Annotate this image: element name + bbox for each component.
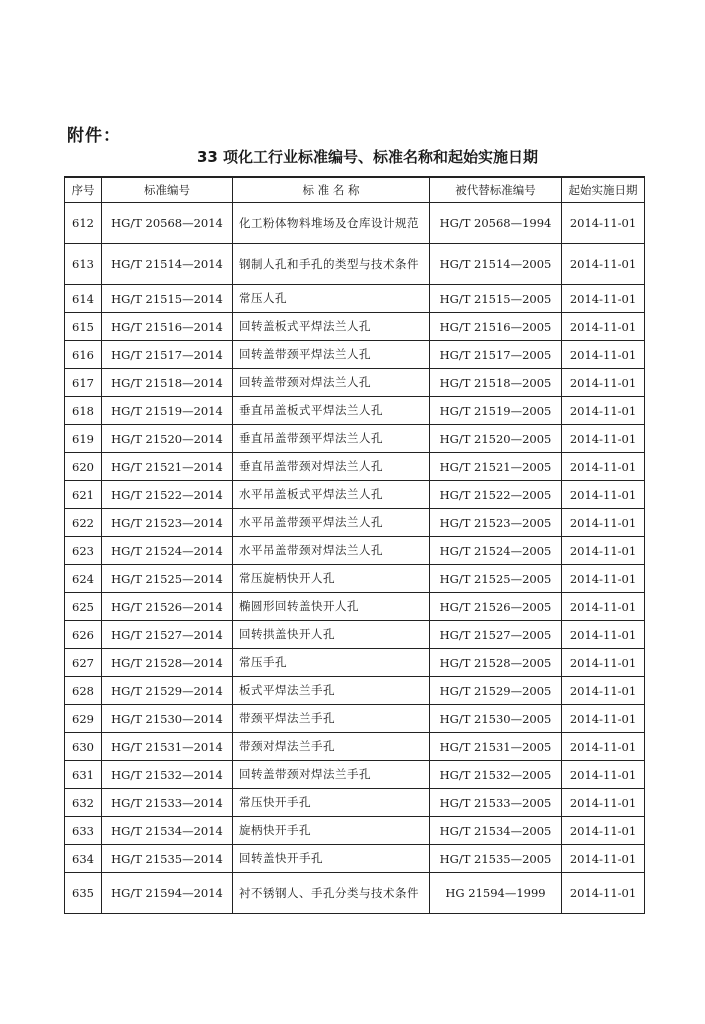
cell-effective-date: 2014-11-01 bbox=[562, 677, 645, 705]
cell-replaced-code: HG/T 21532—2005 bbox=[430, 761, 562, 789]
cell-effective-date: 2014-11-01 bbox=[562, 537, 645, 565]
standards-table bbox=[64, 176, 645, 914]
table-row bbox=[65, 369, 645, 397]
cell-seq: 616 bbox=[65, 341, 102, 369]
table-row bbox=[65, 789, 645, 817]
cell-seq: 614 bbox=[65, 285, 102, 313]
cell-replaced-code: HG/T 21520—2005 bbox=[430, 425, 562, 453]
cell-standard-code: HG/T 21529—2014 bbox=[102, 677, 233, 705]
cell-effective-date: 2014-11-01 bbox=[562, 425, 645, 453]
cell-effective-date: 2014-11-01 bbox=[562, 593, 645, 621]
cell-effective-date: 2014-11-01 bbox=[562, 369, 645, 397]
table-row bbox=[65, 705, 645, 733]
cell-standard-code: HG/T 21516—2014 bbox=[102, 313, 233, 341]
cell-seq: 618 bbox=[65, 397, 102, 425]
cell-seq: 623 bbox=[65, 537, 102, 565]
cell-seq: 612 bbox=[65, 203, 102, 244]
cell-standard-name: 回转盖板式平焊法兰人孔 bbox=[233, 313, 430, 341]
cell-standard-name: 衬不锈钢人、手孔分类与技术条件 bbox=[233, 873, 430, 914]
cell-seq: 621 bbox=[65, 481, 102, 509]
cell-standard-code: HG/T 21521—2014 bbox=[102, 453, 233, 481]
cell-replaced-code: HG/T 21517—2005 bbox=[430, 341, 562, 369]
cell-replaced-code: HG/T 21528—2005 bbox=[430, 649, 562, 677]
cell-replaced-code: HG/T 21529—2005 bbox=[430, 677, 562, 705]
table-row bbox=[65, 453, 645, 481]
cell-seq: 627 bbox=[65, 649, 102, 677]
cell-standard-code: HG/T 21535—2014 bbox=[102, 845, 233, 873]
cell-seq: 632 bbox=[65, 789, 102, 817]
cell-effective-date: 2014-11-01 bbox=[562, 509, 645, 537]
cell-standard-code: HG/T 21526—2014 bbox=[102, 593, 233, 621]
cell-standard-code: HG/T 21534—2014 bbox=[102, 817, 233, 845]
cell-replaced-code: HG 21594—1999 bbox=[430, 873, 562, 914]
cell-seq: 625 bbox=[65, 593, 102, 621]
cell-effective-date: 2014-11-01 bbox=[562, 789, 645, 817]
cell-effective-date: 2014-11-01 bbox=[562, 761, 645, 789]
cell-standard-name: 回转拱盖快开人孔 bbox=[233, 621, 430, 649]
table-row bbox=[65, 817, 645, 845]
cell-standard-code: HG/T 21519—2014 bbox=[102, 397, 233, 425]
cell-replaced-code: HG/T 21527—2005 bbox=[430, 621, 562, 649]
table-row bbox=[65, 397, 645, 425]
cell-seq: 631 bbox=[65, 761, 102, 789]
cell-effective-date: 2014-11-01 bbox=[562, 817, 645, 845]
cell-standard-code: HG/T 21533—2014 bbox=[102, 789, 233, 817]
cell-standard-name: 垂直吊盖带颈平焊法兰人孔 bbox=[233, 425, 430, 453]
cell-seq: 620 bbox=[65, 453, 102, 481]
cell-standard-name: 常压旋柄快开人孔 bbox=[233, 565, 430, 593]
cell-standard-code: HG/T 21523—2014 bbox=[102, 509, 233, 537]
cell-effective-date: 2014-11-01 bbox=[562, 313, 645, 341]
document-title: 33 项化工行业标准编号、标准名称和起始实施日期 bbox=[196, 148, 539, 166]
cell-seq: 630 bbox=[65, 733, 102, 761]
cell-standard-name: 常压人孔 bbox=[233, 285, 430, 313]
cell-replaced-code: HG/T 21533—2005 bbox=[430, 789, 562, 817]
cell-replaced-code: HG/T 21514—2005 bbox=[430, 244, 562, 285]
table-row bbox=[65, 203, 645, 244]
cell-standard-code: HG/T 21517—2014 bbox=[102, 341, 233, 369]
cell-replaced-code: HG/T 20568—1994 bbox=[430, 203, 562, 244]
header-name: 标 准 名 称 bbox=[233, 177, 430, 203]
cell-seq: 626 bbox=[65, 621, 102, 649]
cell-effective-date: 2014-11-01 bbox=[562, 733, 645, 761]
table-row bbox=[65, 649, 645, 677]
cell-standard-code: HG/T 21518—2014 bbox=[102, 369, 233, 397]
cell-replaced-code: HG/T 21516—2005 bbox=[430, 313, 562, 341]
cell-standard-code: HG/T 21594—2014 bbox=[102, 873, 233, 914]
cell-standard-code: HG/T 21532—2014 bbox=[102, 761, 233, 789]
cell-standard-code: HG/T 21525—2014 bbox=[102, 565, 233, 593]
cell-effective-date: 2014-11-01 bbox=[562, 621, 645, 649]
cell-standard-name: 水平吊盖带颈对焊法兰人孔 bbox=[233, 537, 430, 565]
cell-standard-name: 回转盖带颈平焊法兰人孔 bbox=[233, 341, 430, 369]
table-row bbox=[65, 873, 645, 914]
table-row bbox=[65, 845, 645, 873]
table-row bbox=[65, 733, 645, 761]
cell-standard-name: 带颈平焊法兰手孔 bbox=[233, 705, 430, 733]
cell-replaced-code: HG/T 21519—2005 bbox=[430, 397, 562, 425]
cell-standard-code: HG/T 21531—2014 bbox=[102, 733, 233, 761]
cell-effective-date: 2014-11-01 bbox=[562, 244, 645, 285]
cell-seq: 615 bbox=[65, 313, 102, 341]
cell-standard-name: 水平吊盖带颈平焊法兰人孔 bbox=[233, 509, 430, 537]
table-row bbox=[65, 593, 645, 621]
cell-standard-code: HG/T 21514—2014 bbox=[102, 244, 233, 285]
header-row bbox=[65, 177, 645, 203]
cell-standard-name: 回转盖带颈对焊法兰人孔 bbox=[233, 369, 430, 397]
header-date: 起始实施日期 bbox=[562, 177, 645, 203]
cell-seq: 624 bbox=[65, 565, 102, 593]
cell-replaced-code: HG/T 21521—2005 bbox=[430, 453, 562, 481]
cell-effective-date: 2014-11-01 bbox=[562, 397, 645, 425]
table-row bbox=[65, 761, 645, 789]
cell-effective-date: 2014-11-01 bbox=[562, 453, 645, 481]
cell-seq: 634 bbox=[65, 845, 102, 873]
cell-effective-date: 2014-11-01 bbox=[562, 705, 645, 733]
cell-replaced-code: HG/T 21522—2005 bbox=[430, 481, 562, 509]
header-code: 标准编号 bbox=[102, 177, 233, 203]
cell-effective-date: 2014-11-01 bbox=[562, 873, 645, 914]
cell-standard-name: 垂直吊盖板式平焊法兰人孔 bbox=[233, 397, 430, 425]
cell-standard-name: 椭圆形回转盖快开人孔 bbox=[233, 593, 430, 621]
cell-seq: 613 bbox=[65, 244, 102, 285]
cell-standard-code: HG/T 21528—2014 bbox=[102, 649, 233, 677]
table-row bbox=[65, 565, 645, 593]
table-row bbox=[65, 481, 645, 509]
cell-seq: 619 bbox=[65, 425, 102, 453]
table-row bbox=[65, 425, 645, 453]
cell-standard-name: 带颈对焊法兰手孔 bbox=[233, 733, 430, 761]
cell-standard-name: 化工粉体物料堆场及仓库设计规范 bbox=[233, 203, 430, 244]
cell-standard-name: 常压快开手孔 bbox=[233, 789, 430, 817]
cell-standard-name: 回转盖快开手孔 bbox=[233, 845, 430, 873]
cell-standard-name: 回转盖带颈对焊法兰手孔 bbox=[233, 761, 430, 789]
table-row bbox=[65, 313, 645, 341]
cell-standard-code: HG/T 21515—2014 bbox=[102, 285, 233, 313]
table-row bbox=[65, 509, 645, 537]
cell-replaced-code: HG/T 21534—2005 bbox=[430, 817, 562, 845]
cell-effective-date: 2014-11-01 bbox=[562, 481, 645, 509]
cell-standard-name: 板式平焊法兰手孔 bbox=[233, 677, 430, 705]
header-seq: 序号 bbox=[65, 177, 102, 203]
cell-standard-code: HG/T 20568—2014 bbox=[102, 203, 233, 244]
cell-standard-code: HG/T 21524—2014 bbox=[102, 537, 233, 565]
cell-replaced-code: HG/T 21525—2005 bbox=[430, 565, 562, 593]
table-body bbox=[65, 203, 645, 914]
cell-standard-code: HG/T 21530—2014 bbox=[102, 705, 233, 733]
cell-effective-date: 2014-11-01 bbox=[562, 649, 645, 677]
table-row bbox=[65, 677, 645, 705]
cell-replaced-code: HG/T 21530—2005 bbox=[430, 705, 562, 733]
table-row bbox=[65, 537, 645, 565]
header-replaced: 被代替标准编号 bbox=[430, 177, 562, 203]
cell-seq: 617 bbox=[65, 369, 102, 397]
cell-standard-code: HG/T 21527—2014 bbox=[102, 621, 233, 649]
cell-replaced-code: HG/T 21526—2005 bbox=[430, 593, 562, 621]
table-row bbox=[65, 285, 645, 313]
cell-standard-code: HG/T 21522—2014 bbox=[102, 481, 233, 509]
cell-seq: 628 bbox=[65, 677, 102, 705]
cell-standard-name: 垂直吊盖带颈对焊法兰人孔 bbox=[233, 453, 430, 481]
attachment-label: 附件： bbox=[67, 126, 121, 146]
cell-seq: 635 bbox=[65, 873, 102, 914]
cell-replaced-code: HG/T 21535—2005 bbox=[430, 845, 562, 873]
cell-replaced-code: HG/T 21515—2005 bbox=[430, 285, 562, 313]
table-row bbox=[65, 621, 645, 649]
cell-standard-code: HG/T 21520—2014 bbox=[102, 425, 233, 453]
cell-replaced-code: HG/T 21531—2005 bbox=[430, 733, 562, 761]
cell-replaced-code: HG/T 21523—2005 bbox=[430, 509, 562, 537]
cell-seq: 622 bbox=[65, 509, 102, 537]
cell-standard-name: 水平吊盖板式平焊法兰人孔 bbox=[233, 481, 430, 509]
cell-standard-name: 钢制人孔和手孔的类型与技术条件 bbox=[233, 244, 430, 285]
cell-seq: 633 bbox=[65, 817, 102, 845]
cell-effective-date: 2014-11-01 bbox=[562, 285, 645, 313]
cell-standard-name: 旋柄快开手孔 bbox=[233, 817, 430, 845]
cell-effective-date: 2014-11-01 bbox=[562, 845, 645, 873]
table-row bbox=[65, 341, 645, 369]
cell-standard-name: 常压手孔 bbox=[233, 649, 430, 677]
cell-replaced-code: HG/T 21524—2005 bbox=[430, 537, 562, 565]
cell-effective-date: 2014-11-01 bbox=[562, 203, 645, 244]
cell-effective-date: 2014-11-01 bbox=[562, 341, 645, 369]
table-header bbox=[65, 177, 645, 203]
table-row bbox=[65, 244, 645, 285]
cell-effective-date: 2014-11-01 bbox=[562, 565, 645, 593]
cell-seq: 629 bbox=[65, 705, 102, 733]
cell-replaced-code: HG/T 21518—2005 bbox=[430, 369, 562, 397]
